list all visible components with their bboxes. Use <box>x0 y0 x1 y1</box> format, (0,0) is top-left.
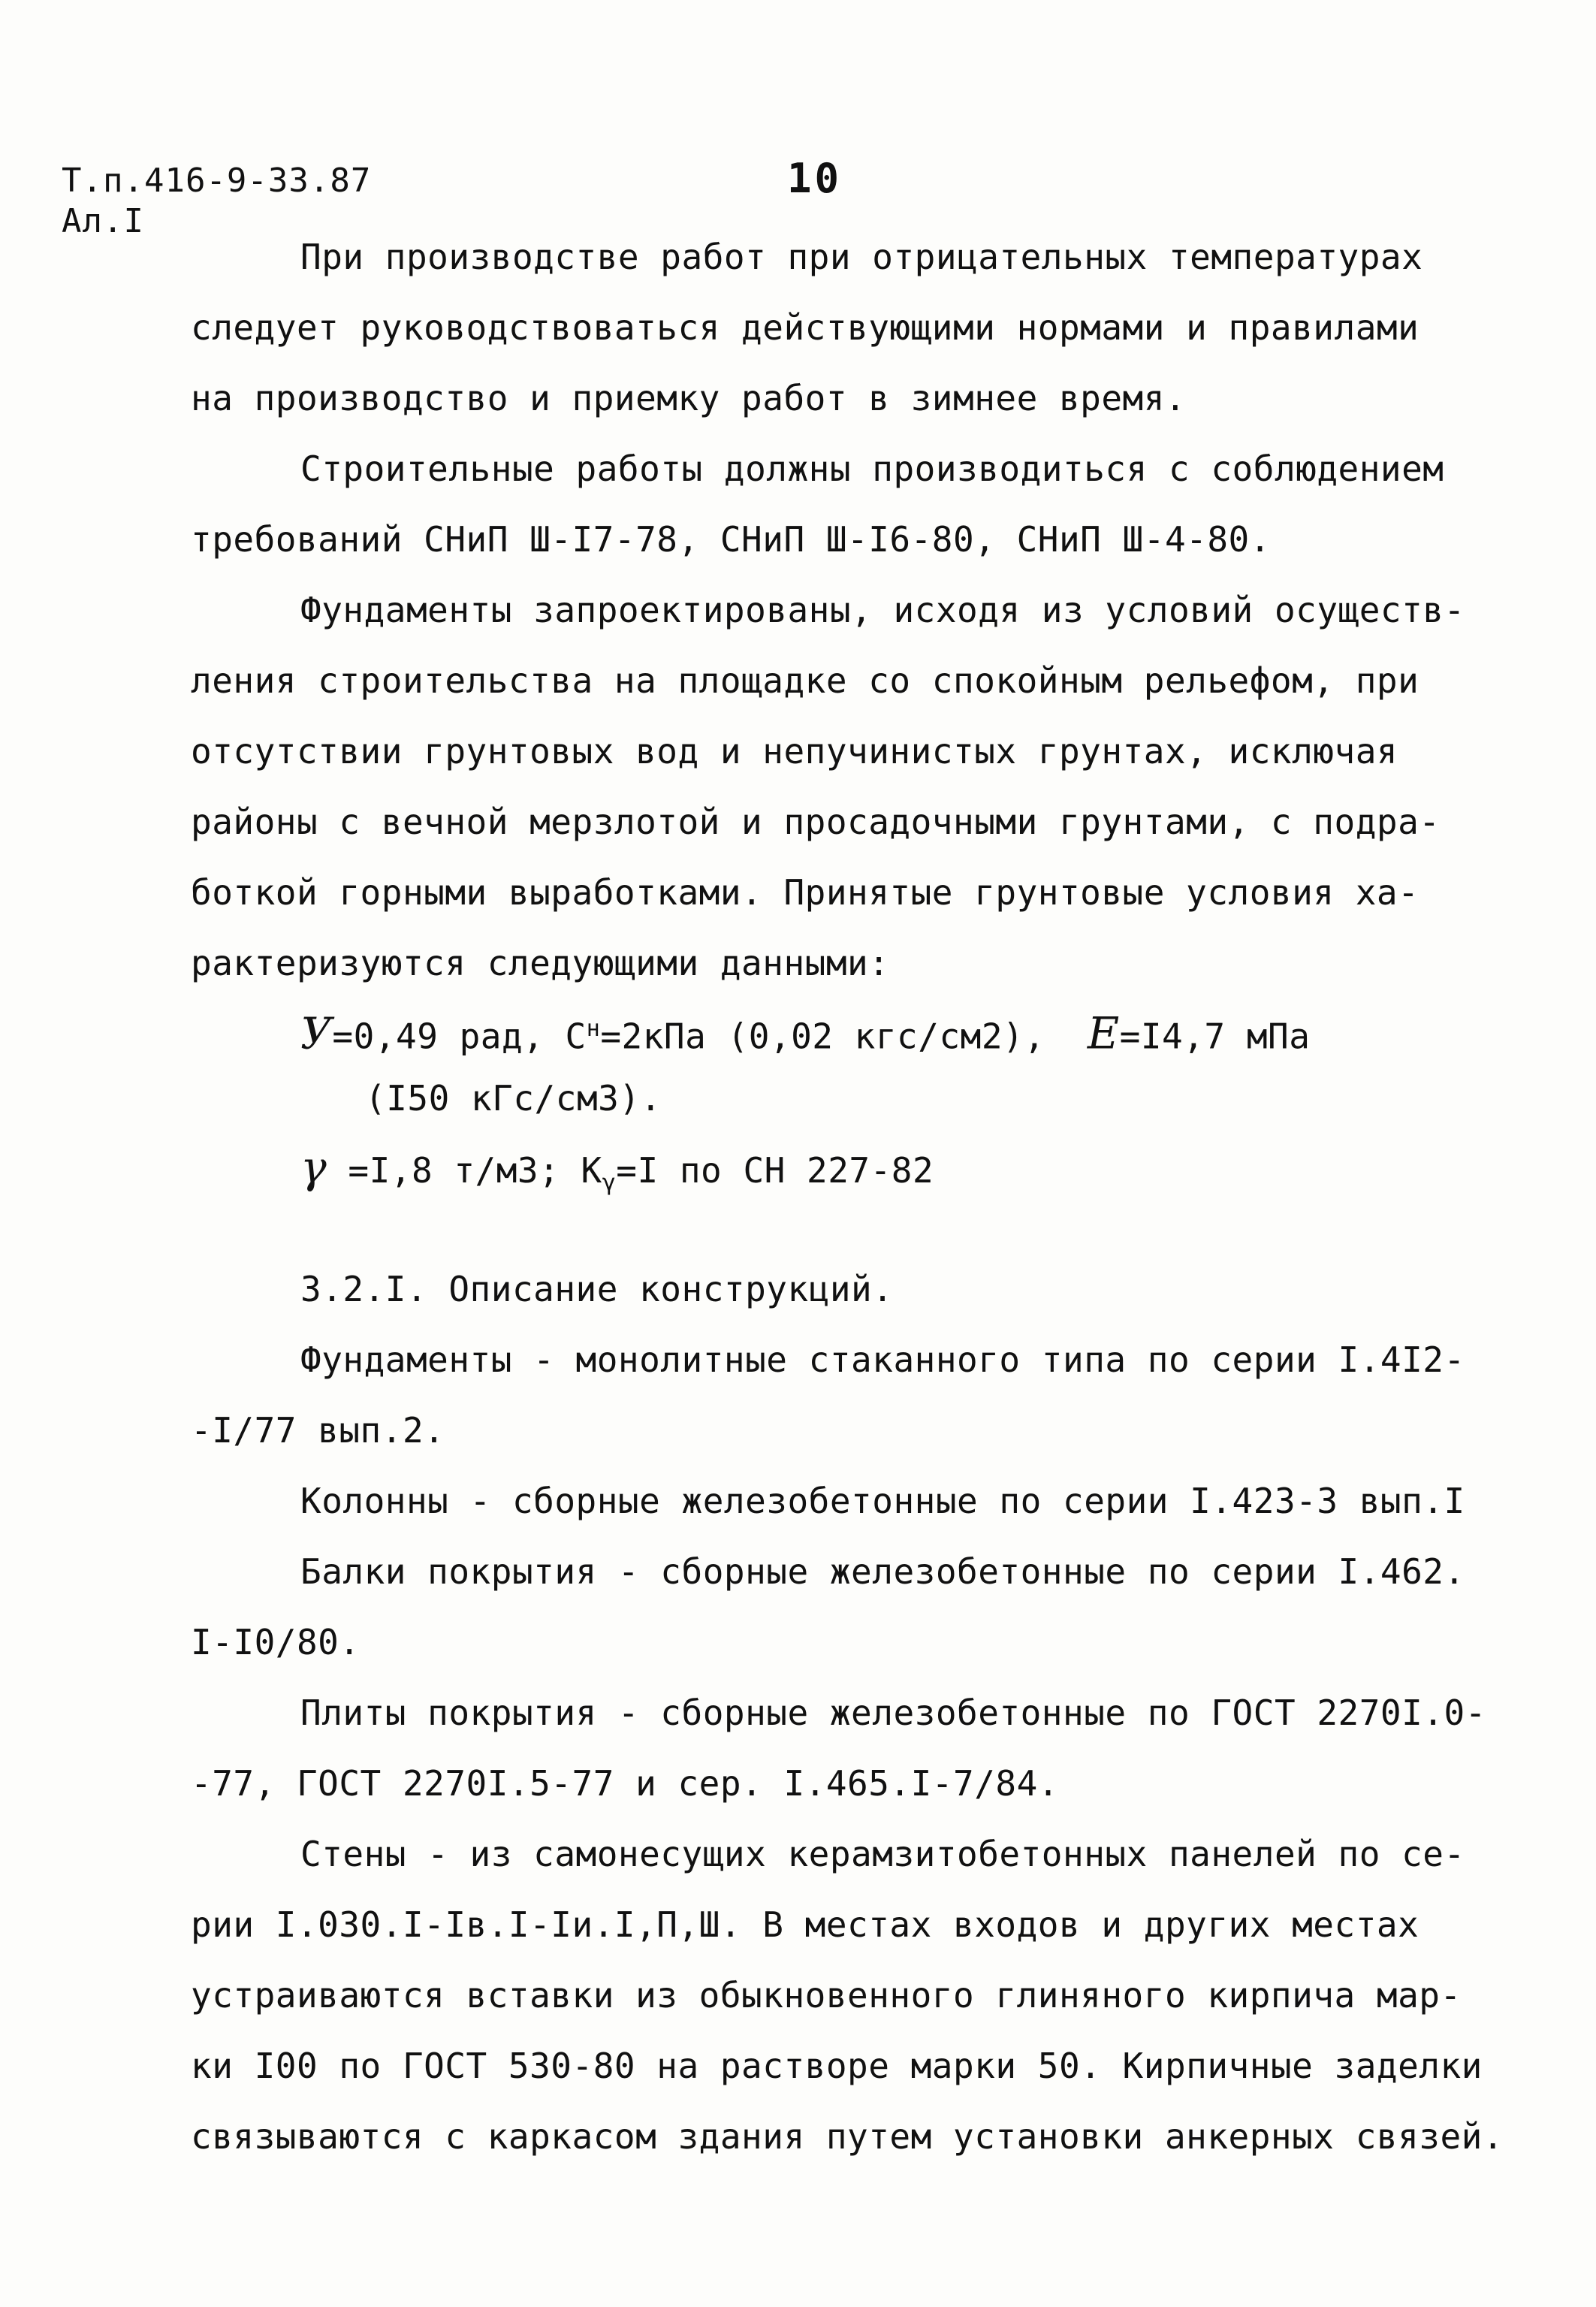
e-symbol: Е <box>1087 1007 1120 1059</box>
text-line: ления строительства на площадке со спокойным рельефом, при <box>191 660 1420 701</box>
formula-subscript: γ <box>602 1170 617 1197</box>
section-heading: 3.2.I. Описание конструкций. <box>300 1269 894 1309</box>
formula-superscript: н <box>586 1016 601 1042</box>
formula-part: =0,49 рад, С <box>332 1016 587 1057</box>
text-line: Строительные работы должны производиться с соблюдением <box>300 448 1444 489</box>
text-line: Стены - из самонесущих керамзитобетонных панелей по се- <box>300 1834 1465 1874</box>
text-line: -77, ГОСТ 2270I.5-77 и сер. I.465.I-7/84. <box>191 1763 1059 1804</box>
text-line: следует руководствоваться действующими нормами и правилами <box>191 307 1420 348</box>
text-line: Фундаменты - монолитные стаканного типа по серии I.4I2- <box>300 1339 1465 1380</box>
formula-part: =2кПа (0,02 кгс/см2), <box>600 1016 1045 1057</box>
text-line: отсутствии грунтовых вод и непучинистых грунтах, исключая <box>191 731 1398 772</box>
text-line: I-I0/80. <box>191 1622 361 1662</box>
text-line: требований СНиП Ш-I7-78, СНиП Ш-I6-80, СНиП Ш-4-80. <box>191 519 1271 560</box>
formula-part: =I4,7 мПа <box>1119 1016 1311 1057</box>
text-line: Плиты покрытия - сборные железобетонные по ГОСТ 2270I.0- <box>300 1693 1486 1733</box>
document-code-line1: Т.п.416-9-33.87 <box>62 162 372 200</box>
text-line: устраиваются вставки из обыкновенного глиняного кирпича мар- <box>191 1975 1462 2016</box>
text-line: связываются с каркасом здания путем установки анкерных связей. <box>191 2116 1504 2157</box>
formula-continuation: (I50 кГс/см3). <box>365 1078 662 1119</box>
text-line: ки I00 по ГОСТ 530-80 на растворе марки 50. Кирпичные заделки <box>191 2046 1483 2086</box>
text-line: рактеризуются следующими данными: <box>191 943 890 983</box>
page-number: 10 <box>787 155 843 202</box>
gamma-symbol: γ <box>300 1142 327 1193</box>
phi-symbol: У <box>300 1007 333 1059</box>
text-line: Фундаменты запроектированы, исходя из условий осуществ- <box>300 590 1465 630</box>
text-line: -I/77 вып.2. <box>191 1410 445 1451</box>
text-line: рии I.030.I-Iв.I-Iи.I,П,Ш. В местах входов и других местах <box>191 1904 1420 1945</box>
document-code <box>62 161 371 242</box>
formula-part: =I,8 т/м3; К <box>348 1150 602 1191</box>
text-line: на производство и приемку работ в зимнее время. <box>191 378 1187 418</box>
document-code-line2: Ал.I <box>62 202 144 240</box>
formula-soil-params <box>300 1007 1310 1058</box>
text-line: районы с вечной мерзлотой и просадочными грунтами, с подра- <box>191 802 1441 842</box>
text-line: При производстве работ при отрицательных температурах <box>300 237 1423 277</box>
formula-density <box>300 1142 934 1206</box>
text-line: Балки покрытия - сборные железобетонные по серии I.462. <box>300 1551 1465 1592</box>
text-line: Колонны - сборные железобетонные по серии I.423-3 вып.I <box>300 1481 1465 1521</box>
formula-part: =I по СН 227-82 <box>616 1150 934 1191</box>
text-line: боткой горными выработками. Принятые грунтовые условия ха- <box>191 872 1420 913</box>
